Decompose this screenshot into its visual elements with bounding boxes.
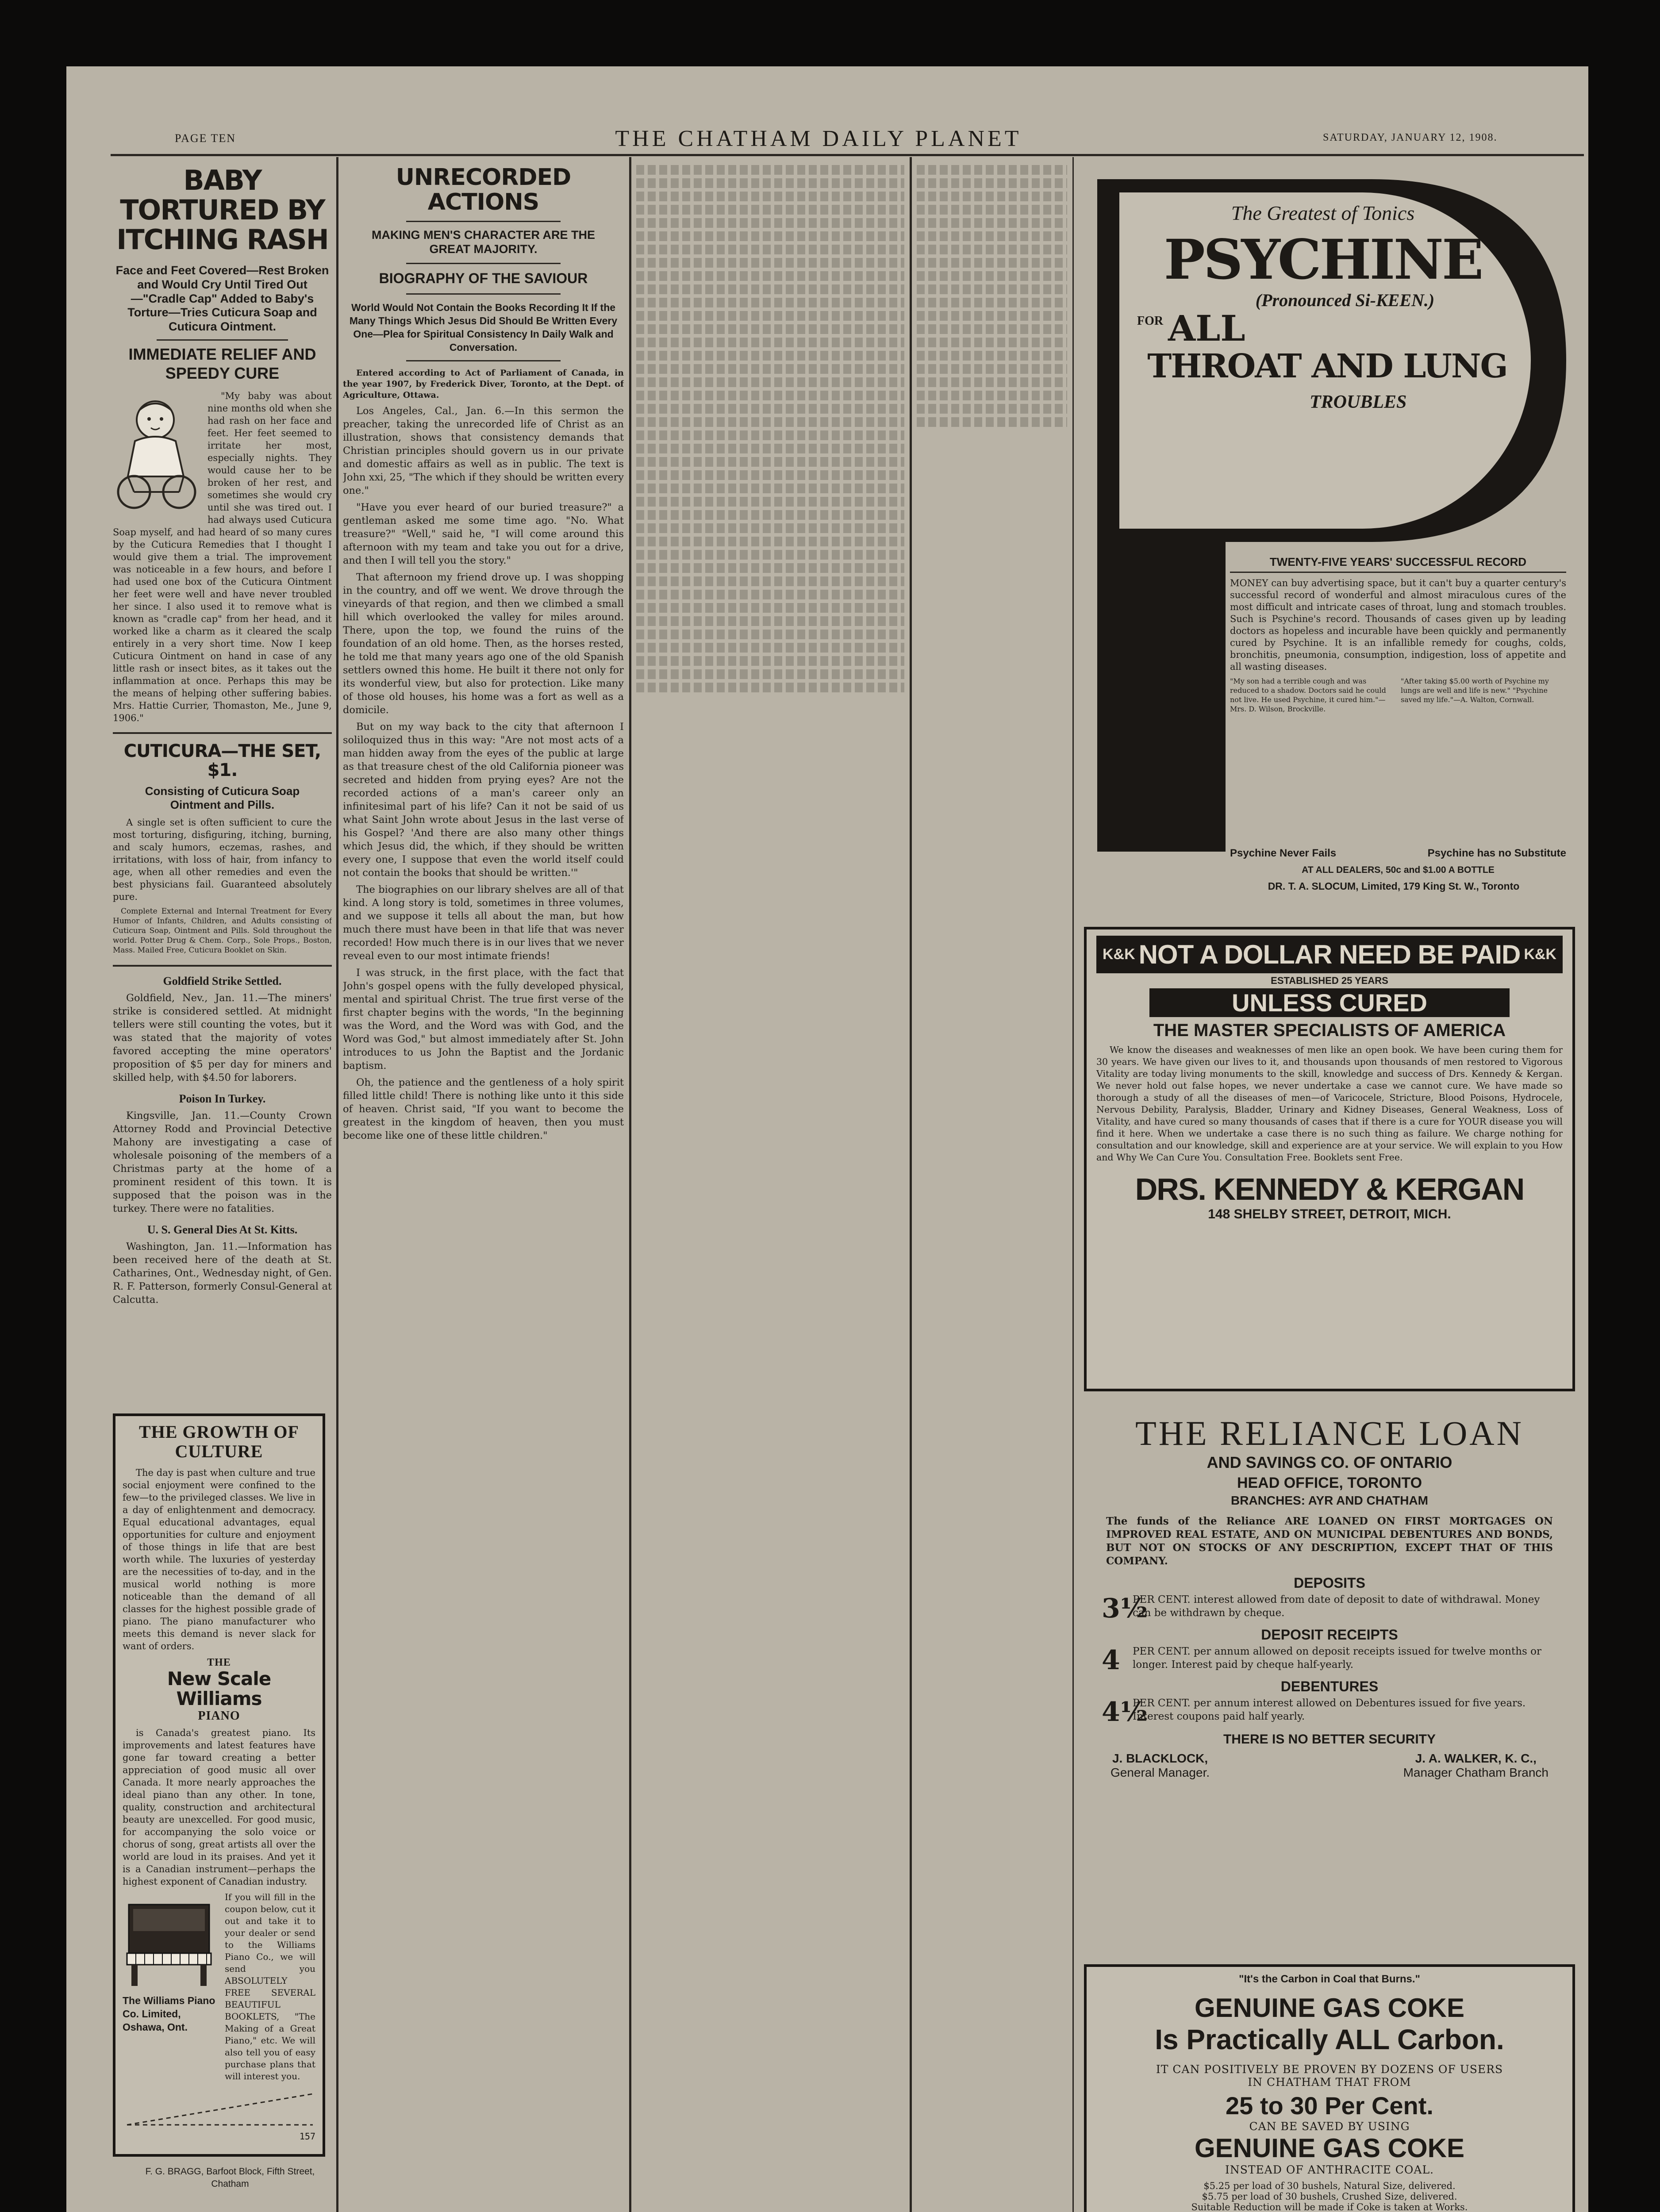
cuticura-deck: Face and Feet Covered—Rest Broken and Would Cry Until Tired Out—"Cradle Cap" Added to Baby's Torture—Tries Cuticura Soap and Cuticura Ointment. — [115, 263, 329, 334]
newspaper-page — [66, 66, 1588, 2212]
rate: 3½ — [1102, 1593, 1148, 1624]
gas-savings: 25 to 30 Per Cent. — [1226, 2092, 1433, 2120]
reliance-title: THE RELIANCE LOAN — [1135, 1414, 1524, 1452]
header-rule — [111, 154, 1584, 156]
psychine-ad: The Greatest of Tonics PSYCHINE (Pronounced Si-KEEN.) FOR ALL THROAT AND LUNG TROUBLES TWENTY-FIVE YEARS' SUCCESSFUL RECORD MONEY can buy advertising space, but it can't buy a quarter century's successful record of wonderful and almost miraculous cures of the most difficult and intricate cases of throat, lung and stomach troubles. Such is Psychine's record. Thousands of cases given up by leading doctors as hopeless and incurable have been quickly and permanently cured by Psychine. It is an infallible remedy for coughs, colds, bronchitis, pneumonia, consumption, indigestion, loss of appetite and all wasting diseases. "My son had a terrible cough and was reduced to a shadow. Doctors said he could not live. He used Psychine, it cured him."—Mrs. D. Wilson, Brockville. "After taking $5.00 worth of Psychine my lungs are well and life is new." "Psychine saved my life."—A. Walton, Cornwall. Psychine Never Fails Psychine has no Substitute AT ALL DEALERS, 50c and $1.00 A BOTTLE DR. T. A. SLOCUM, Limited, 179 King St. W., Toronto — [1080, 161, 1579, 896]
cuticura-fine-print: Complete External and Internal Treatment for Every Humor of Infants, Children, and Adults consisting of Cuticura Soap, Ointment and Pills. Sold throughout the world. Potter Drug & Chem. Corp., Sole Props., Boston, Mass. Mailed Free, Cuticura Booklet on Skin. — [113, 906, 332, 955]
issue-date: SATURDAY, JANUARY 12, 1908. — [1323, 132, 1498, 143]
rate: 4½ — [1102, 1697, 1148, 1728]
psychine-name: PSYCHINE — [1164, 228, 1482, 292]
column-divider — [910, 157, 912, 2212]
article-paragraph: Oh, the patience and the gentleness of a holy spirit filled little child! There is nothing like unto it this side of heaven. Christ said, "If you want to become the greatest in the kingdom of heaven, then you must become like one of these little children." — [343, 1076, 624, 1141]
article-paragraph: Los Angeles, Cal., Jan. 6.—In this sermon the preacher, taking the unrecorded life of Christ as an illustration, shows that consistency demands that Christian principles should govern us in our private and domestic affairs as well as in public. The text is John xxi, 25, "The which if they should be written every one." — [343, 405, 624, 496]
cuticura-headline: BABY TORTURED BY ITCHING RASH — [116, 164, 328, 256]
article-column-3 — [917, 161, 1067, 2212]
psychine-throat-lung: THROAT AND LUNG — [1147, 347, 1507, 385]
article-deck-1: MAKING MEN'S CHARACTER ARE THE GREAT MAJORITY. — [372, 228, 595, 256]
psychine-tagline: The Greatest of Tonics — [1231, 202, 1415, 224]
article-column-2 — [636, 161, 904, 2212]
brief-text: Washington, Jan. 11.—Information has been received here of the death at St. Catharines, Ont., Wednesday night, of Gen. R. F. Patterson, formerly Consul-General at Calcutta. — [113, 1240, 332, 1306]
rate: 4 — [1102, 1645, 1120, 1676]
baby-illustration — [113, 392, 201, 512]
reliance-loan-ad: THE RELIANCE LOAN AND SAVINGS CO. OF ONTARIO HEAD OFFICE, TORONTO BRANCHES: AYR AND CHATHAM The funds of the Reliance ARE LOANED ON FIRST MORTGAGES ON IMPROVED REAL ESTATE, AND ON MUNICIPAL DEBENTURES AND BONDS, BUT NOT ON STOCKS OF ANY DESCRIPTION, EXCEPT THAT OF THIS COMPANY. DEPOSITS 3½ PER CENT. interest allowed from date of deposit to date of withdrawal. Money can be withdrawn by cheque. DEPOSIT RECEIPTS 4 PER CENT. per annum allowed on deposit receipts issued for twelve months or longer. Interest paid by cheque half-yearly. DEBENTURES 4½ PER CENT. per annum interest allowed on Debentures issued for five years. Interest coupons paid half yearly. THERE IS NO BETTER SECURITY J. BLACKLOCK, General Manager. J. A. WALKER, K. C., Manager Chatham Branch — [1084, 1413, 1575, 1940]
williams-coupon-text: If you will fill in the coupon below, cut it out and take it to your dealer or send to the Williams Piano Co., we will send you ABSOLUTELY FREE SEVERAL BEAUTIFUL BOOKLETS, "The Making of a Great Piano," etc. We will also tell you of easy purchase plans that will interest you. — [225, 1891, 315, 2081]
kk-doctors: DRS. KENNEDY & KERGAN — [1135, 1172, 1524, 1206]
williams-piano-ad: THE GROWTH OF CULTURE The day is past when culture and true social enjoyment were confined to the few—to the privileged classes. We live in a day of enlightenment and democracy. Equal educational advantages, equal opportunities for culture and enjoyment of those things in life that are best worth while. The luxuries of yesterday are the necessities of to-day, and in the musical world nothing is more noticeable than the demand of all classes for the highest possible grade of piano. The piano manufacturer who meets this demand is never slack for want of orders. THE New Scale Williams PIANO is Canada's greatest piano. Its improvements and latest features have gone far toward creating a better appreciation of good music all over Canada. It more nearly approaches the ideal piano than any other. In tone, quality, construction and architectural beauty are unexcelled. For good music, for accompanying the solo voice or chorus of song, great artists all over the world are loud in its praises. And yet it is a Canadian instrument—perhaps the highest exponent of Canadian industry. If you will fill in the coupon below, cut it out and take it to your dealer or send to the Williams Piano Co., we will send you ABSOLUTELY FREE SEVERAL BEAUTIFUL BOOKLETS, "The Making of a Great Piano," etc. We will also tell you of easy purchase plans that will interest you. The Williams Piano Co. Limited, Oshawa, Ont. 157 — [113, 1413, 325, 2157]
cuticura-relief: IMMEDIATE RELIEF AND SPEEDY CURE — [128, 345, 316, 382]
column-divider — [1072, 157, 1074, 2212]
kk-logo: K&K — [1524, 946, 1556, 963]
kk-banner: NOT A DOLLAR NEED BE PAID — [1138, 940, 1521, 969]
brief-headline: Poison In Turkey. — [179, 1092, 266, 1105]
gas-coke-ad: "It's the Carbon in Coal that Burns." GENUINE GAS COKE Is Practically ALL Carbon. IT CAN POSITIVELY BE PROVEN BY DOZENS OF USERS IN CHATHAM THAT FROM 25 to 30 Per Cent. CAN BE SAVED BY USING GENUINE GAS COKE INSTEAD OF ANTHRACITE COAL. $5.25 per load of 30 bushels, Natural Size, delivered. $5.75 per load of 30 bushels, Crushed Size, delivered. Suitable Reduction will be made if Coke is taken at Works. — [1084, 1964, 1575, 2212]
kk-masters: THE MASTER SPECIALISTS OF AMERICA — [1153, 1021, 1506, 1040]
article-paragraph: I was struck, in the first place, with the fact that John's gospel opens with the fully developed physical, mental and spiritual Christ. The true first verse of the first chapter begins with the words, "In the beginning was the Word, and the Word was with God, and the Word was God," but almost immediately after St. John introduces to us John the Baptist and the Jordanic baptism. — [343, 967, 624, 1071]
brief-text: Goldfield, Nev., Jan. 11.—The miners' strike is considered settled. At midnight tellers were still counting the votes, but it was stated that the majority of votes favored accepting the mine operators' proposition of $5 per day for miners and skilled help, with $4.50 for laborers. — [113, 992, 332, 1083]
cuticura-testimonial: "My baby was about nine months old when she had rash on her face and feet. Her feet seemed to irritate her most, especially nights. They would cause her to be broken of her rest, and sometimes she would cry until she was tired out. I had always used Cuticura Soap myself, and had heard of so many cures by the Cuticura Remedies that I thought I would give them a trial. The improvement was noticeable in a few hours, and before I had used one box of the Cuticura Ointment her feet were well and have never troubled her since. I also used it to remove what is known as "cradle cap" from her head, and it worked like a charm as it cleared the scalp entirely in a very short time. Now I keep Cuticura Ointment on hand in case of any little rash or insect bites, as it takes out the inflammation at once. Perhaps this may be the means of helping other suffering babies. Mrs. Hattie Currier, Thomaston, Me., June 9, 1906." — [113, 391, 332, 724]
kk-logo: K&K — [1103, 946, 1135, 963]
article-copyright: Entered according to Act of Parliament of Canada, in the year 1907, by Frederick Diver, Toronto, at the Dept. of Agriculture, Ottawa. — [343, 368, 624, 400]
article-paragraph: "Have you ever heard of our buried treasure?" a gentleman asked me some time ago. "No. What treasure?" "Well," said he, "I will come around this afternoon with my team and take you out for a drive, and then I will tell you the story." — [343, 501, 624, 566]
article-paragraph: But on my way back to the city that afternoon I soliloquized thus in this way: "Are not most acts of a man hidden away from the eyes of the public at large as that treasure chest of the old California pioneer was secreted and hidden from prying eyes? Are not the recorded actions of a man's career only an infinitesimal part of his life? Can it not be said of us what Saint John wrote about Jesus in the last verse of his Gospel? 'And there are also many other things which Jesus did, the which, if they should be written every one, I suppose that even the world itself could not contain the books that should be written.'" — [343, 721, 624, 879]
psychine-maker: DR. T. A. SLOCUM, Limited, 179 King St. W., Toronto — [1268, 880, 1520, 892]
article-deck-2: BIOGRAPHY OF THE SAVIOUR — [379, 270, 588, 287]
article-column-1 — [343, 161, 624, 2212]
cuticura-set-subhead: Consisting of Cuticura Soap Ointment and Pills. — [145, 784, 300, 812]
brief-text: Kingsville, Jan. 11.—County Crown Attorney Rodd and Provincial Detective Mahony are investigating a case of wholesale poisoning of the members of a Christmas party at the home of a prominent resident of this town. It is supposed that the poison was in the turkey. There were no fatalities. — [113, 1110, 332, 1214]
article-paragraph: The biographies on our library shelves are all of that kind. A long story is told, sometimes in three volumes, and we suppose it tells all about the man, but how much there must have been in that life that was never recorded! How much there is in our lives that we never reveal even to our most intimate friends! — [343, 883, 624, 962]
cuticura-set-headline: CUTICURA—THE SET, $1. — [123, 741, 321, 781]
brief-headline: Goldfield Strike Settled. — [163, 974, 282, 987]
article-headline: UNRECORDED ACTIONS — [396, 164, 571, 216]
brief-headline: U. S. General Dies At St. Kitts. — [147, 1223, 298, 1236]
williams-title: THE GROWTH OF CULTURE — [139, 1422, 299, 1461]
column-divider — [629, 157, 631, 2212]
williams-company: The Williams Piano Co. Limited, Oshawa, Ont. — [123, 1994, 215, 2033]
masthead: THE CHATHAM DAILY PLANET — [615, 126, 1022, 151]
article-paragraph: That afternoon my friend drove up. I was shopping in the country, and off we went. We drove through the vineyards of that region, and then we climbed a small hill which overlooked the valley for miles around. There, upon the top, we found the ruins of the foundation of an old home. Then, as the horses rested, he told me that many years ago one of the old Spanish settlers owned this home. He built it there not only for its wonderful view, but also for protection. Like many of those old houses, his home was a fort as well as a domicile. — [343, 571, 624, 716]
gas-headline: GENUINE GAS COKE — [1194, 1993, 1465, 2023]
psychine-copy: TWENTY-FIVE YEARS' SUCCESSFUL RECORD MONEY can buy advertising space, but it can't buy a quarter century's successful record of wonderful and almost miraculous cures of the most difficult and intricate cases of throat, lung and stomach troubles. Such is Psychine's record. Thousands of cases given up by leading doctors as hopeless and incurable have been quickly and permanently cured by Psychine. It is an infallible remedy for coughs, colds, bronchitis, pneumonia, consumption, indigestion, loss of appetite and all wasting diseases. "My son had a terrible cough and was reduced to a shadow. Doctors said he could not live. He used Psychine, it cured him."—Mrs. D. Wilson, Brockville. "After taking $5.00 worth of Psychine my lungs are well and life is new." "Psychine saved my life."—A. Walton, Cornwall. — [1230, 555, 1566, 713]
williams-product: New Scale Williams — [167, 1668, 271, 1710]
piano-illustration — [123, 1891, 215, 1989]
kennedy-kergan-ad: K&K NOT A DOLLAR NEED BE PAID K&K ESTABLISHED 25 YEARS UNLESS CURED THE MASTER SPECIALISTS OF AMERICA We know the diseases and weaknesses of men like an open book. We have been curing them for 30 years. We have given our lives to it, and thousands upon thousands of men restored to Vigorous Vitality are today living monuments to the skill, knowledge and success of Drs. Kennedy & Kergan. We never hold out false hopes, we never undertake a case we cannot cure. We have made so thorough a study of all the diseases of men—of Varicocele, Stricture, Blood Poisons, Hydrocele, Nervous Debility, Paralysis, Bladder, Urinary and Kidney Diseases, General Weakness, Loss of Vitality, and have cured so many thousands of cases that if there is a cure for YOUR disease you will find it here. When we undertake a case there is no such thing as failure. We charge nothing for consultation and our knowledge, skill and experience are at your service. We will explain to you How and Why We Can Cure You. Consultation Free. Booklets sent Free. DRS. KENNEDY & KERGAN 148 SHELBY STREET, DETROIT, MICH. — [1084, 927, 1575, 1391]
williams-dealer: F. G. BRAGG, Barfoot Block, Fifth Street, Chatham — [145, 2166, 315, 2189]
page-number: PAGE TEN — [175, 132, 236, 145]
column-divider — [336, 157, 338, 2212]
coupon-outline — [123, 2089, 317, 2129]
column-1: BABY TORTURED BY ITCHING RASH Face and Feet Covered—Rest Broken and Would Cry Until Tired Out—"Cradle Cap" Added to Baby's Torture—Tries Cuticura Soap and Cuticura Ointment. IMMEDIATE RELIEF AND SPEEDY CURE "My baby was about nine months old when she had rash on her face and feet. Her feet seemed to irritate her most, especially nights. They would cause her to be broken of her rest, and sometimes she would cry until she was tired out. I had always used Cuticura Soap myself, and had heard of so many cures by the Cuticura Remedies that I thought I would give them a trial. The improvement was noticeable in a few hours, and before I had used one box of the Cuticura Ointment her feet were well and have never troubled her since. I also used it to remove what is known as "cradle cap" from her head, and it worked like a charm as it cleared the scalp entirely in a very short time. Now I keep Cuticura Ointment on hand in case of any little rash or insect bites, as it takes out the inflammation at once. Perhaps this may be the means of helping other suffering babies. Mrs. Hattie Currier, Thomaston, Me., June 9, 1906." CUTICURA—THE SET, $1. Consisting of Cuticura Soap Ointment and Pills. A single set is often sufficient to cure the most torturing, disfiguring, itching, burning, and scaly humors, eczemas, rashes, and irritations, with loss of hair, from infancy to age, when all other remedies and even the best physicians fail. Guaranteed absolutely pure. Complete External and Internal Treatment for Every Humor of Infants, Children, and Adults consisting of Cuticura Soap, Ointment and Pills. Sold throughout the world. Potter Drug & Chem. Corp., Sole Props., Boston, Mass. Mailed Free, Cuticura Booklet on Skin. Goldfield Strike Settled. Goldfield, Nev., Jan. 11.—The miners' strike is considered settled. At midnight tellers were still counting the votes, but it was stated that the majority of votes favored accepting the mine operators' proposition of $5 per day for miners and skilled help, with $4.50 for laborers. Poison In Turkey. Kingsville, Jan. 11.—County Crown Attorney Rodd and Provincial Detective Mahony are investigating a case of wholesale poisoning of the members of a Christmas party at the home of a prominent resident of this town. It is supposed that the poison was in the turkey. There were no fatalities. U. S. General Dies At St. Kitts. Washington, Jan. 11.—Information has been received here of the death at St. Catharines, Ont., Wednesday night, of Gen. R. F. Patterson, formerly Consul-General at Calcutta. — [113, 164, 332, 1306]
article-deck-3: World Would Not Contain the Books Recording It If the Many Things Which Jesus Did Should Be Written Every One—Plea for Spiritual Consistency In Daily Walk and Conversation. — [349, 301, 618, 353]
